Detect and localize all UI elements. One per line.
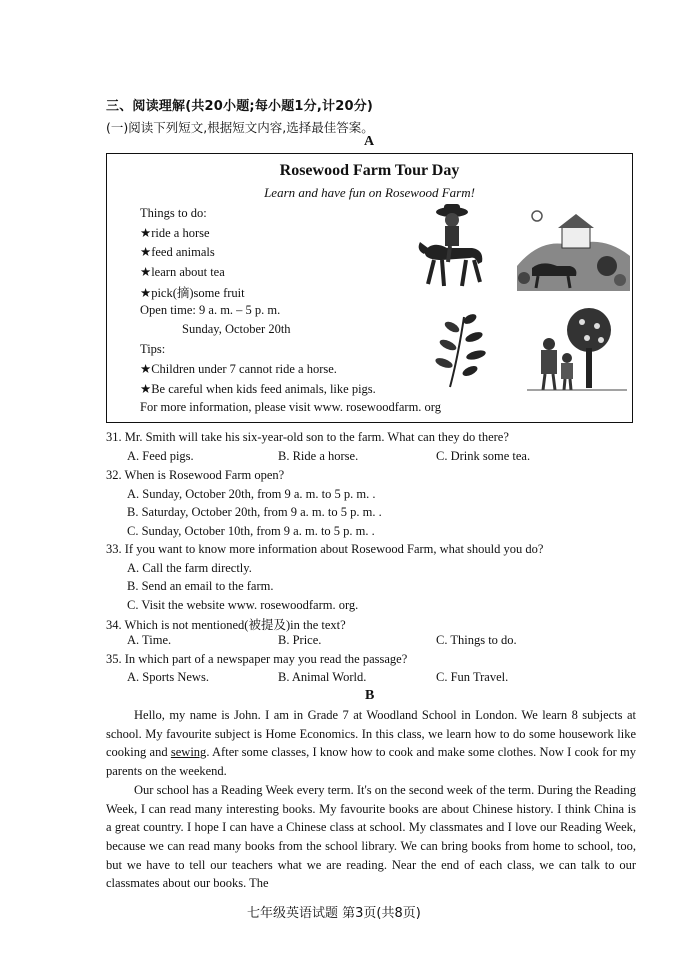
passage-a-subtitle: Learn and have fun on Rosewood Farm! — [264, 185, 475, 200]
passage-b-paragraph-1 — [106, 706, 636, 781]
box-line: Things to do: — [140, 206, 207, 220]
q32-option-c: C. Sunday, October 10th, from 9 a. m. to 5 p. m. . — [127, 524, 375, 538]
p1-text-start: Hello, my name is John. I am in Grade 7 at Woodland School in London. We learn 8 subjects at school. My favourite subject is Home Economics. In this class, we learn how to do some housework like cooking and — [106, 708, 636, 760]
q35-option-a: A. Sports News. — [127, 670, 209, 684]
farm-scene-illustration — [512, 206, 634, 291]
question-32: 32. When is Rosewood Farm open? — [106, 468, 285, 482]
box-line: ★Be careful when kids feed animals, like pigs. — [140, 382, 376, 396]
passage-a-box — [106, 153, 633, 423]
q35-option-b: B. Animal World. — [278, 670, 367, 684]
passage-a-title: Rosewood Farm Tour Day — [279, 162, 460, 179]
question-34: 34. Which is not mentioned(被提及)in the text? — [106, 618, 346, 632]
box-line: Sunday, October 20th — [182, 322, 291, 336]
box-line: For more information, please visit www. rosewoodfarm. org — [140, 400, 441, 414]
q35-option-c: C. Fun Travel. — [436, 670, 509, 684]
p1-text-end: . After some classes, I know how to cook and make some clothes. Now I cook for my parents on the weekend. — [106, 745, 636, 779]
tea-branch-illustration — [430, 307, 494, 392]
q34-option-a: A. Time. — [127, 633, 172, 647]
section-title: 三、阅读理解(共20小题;每小题1分,计20分) — [106, 99, 374, 114]
passage-b-paragraph-2: Our school has a Reading Week every term. It's on the second week of the term. During the Reading Week, I can read many interesting books. My favourite books are about Chinese history. I think China is a great country. I hope I can have a Chinese class at school. My classmates and I love our Reading Week, because we can read many books from the school library. We can bring books from home to school, too, but we have to tell our teachers what we are reading. Near the end of each class, we can talk to our classmates about our books. The — [106, 782, 636, 891]
question-33: 33. If you want to know more information about Rosewood Farm, what should you do? — [106, 542, 544, 556]
horse-rider-illustration — [412, 202, 492, 297]
instruction: (一)阅读下列短文,根据短文内容,选择最佳答案。 — [106, 120, 374, 135]
q33-option-b: B. Send an email to the farm. — [127, 579, 274, 593]
q33-option-c: C. Visit the website www. rosewoodfarm. org. — [127, 598, 359, 612]
passage-b-label: B — [365, 688, 375, 703]
box-line: ★feed animals — [140, 245, 215, 259]
question-31: 31. Mr. Smith will take his six-year-old son to the farm. What can they do there? — [106, 430, 509, 444]
fruit-picking-illustration — [527, 304, 627, 394]
box-line: ★Children under 7 cannot ride a horse. — [140, 362, 337, 376]
q31-option-b: B. Ride a horse. — [278, 449, 359, 463]
q31-option-a: A. Feed pigs. — [127, 449, 194, 463]
q34-option-c: C. Things to do. — [436, 633, 517, 647]
box-line: Tips: — [140, 342, 166, 356]
q32-option-b: B. Saturday, October 20th, from 9 a. m. to 5 p. m. . — [127, 505, 382, 519]
page-footer: 七年级英语试题 第3页(共8页) — [247, 906, 421, 921]
question-35: 35. In which part of a newspaper may you read the passage? — [106, 652, 408, 666]
q34-option-b: B. Price. — [278, 633, 322, 647]
q32-option-a: A. Sunday, October 20th, from 9 a. m. to 5 p. m. . — [127, 487, 376, 501]
passage-b-body — [106, 706, 636, 893]
q31-option-c: C. Drink some tea. — [436, 449, 531, 463]
q33-option-a: A. Call the farm directly. — [127, 561, 252, 575]
box-line: ★ride a horse — [140, 226, 210, 240]
box-line: Open time: 9 a. m. – 5 p. m. — [140, 303, 281, 317]
underlined-word: sewing — [170, 745, 207, 760]
box-line: ★pick(摘)some fruit — [140, 286, 245, 300]
passage-a-label: A — [364, 134, 375, 149]
box-line: ★learn about tea — [140, 265, 225, 279]
